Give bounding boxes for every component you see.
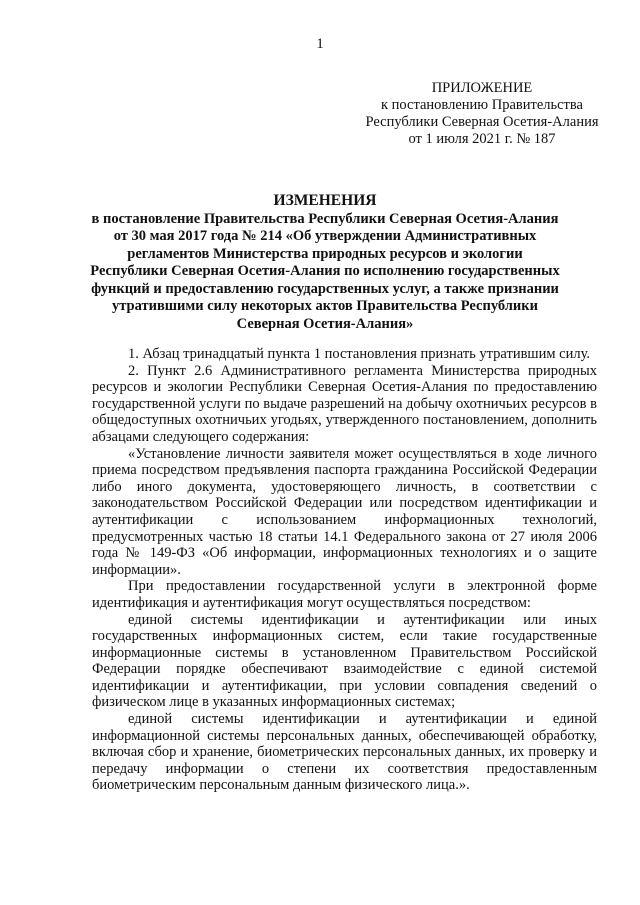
document-body — [92, 346, 597, 794]
paragraph: 2. Пункт 2.6 Административного регламента Министерства природных ресурсов и экологии Республики Северная Осетия-Алания по предоставлению государственной услуги по выдаче разрешений на добычу охотничьих ресурсов в общедоступных охотничьих угодьях, утвержденного постановлением, дополнить абзацами следующего содержания: — [92, 362, 597, 445]
appendix-republic-line: Республики Северная Осетия-Алания — [365, 114, 599, 130]
document-title — [90, 192, 560, 333]
title-heading: ИЗМЕНЕНИЯ — [273, 192, 377, 209]
paragraph: единой системы идентификации и аутентификации или иных государственных информационных систем, если такие государственные информационные системы в установленном Правительством Российской Федерации порядке обеспечивают взаимодействие с единой системой идентификации и аутентификации, при условии совпадения сведений о физическом лице в указанных информационных системах; — [92, 611, 597, 711]
paragraph: 1. Абзац тринадцатый пункта 1 постановления признать утратившим силу. — [128, 346, 591, 362]
appendix-date-line: от 1 июля 2021 г. № 187 — [408, 131, 556, 147]
paragraph: «Установление личности заявителя может осуществляться в ходе личного приема посредством предъявления паспорта гражданина Российской Федерации либо иного документа, удостоверяющего личность, в соответствии с законодательством Российской Федерации или посредством идентификации и аутентификации с использованием информационных технологий, предусмотренных частью 18 статьи 14.1 Федерального закона от 27 июля 2006 года № 149-ФЗ «Об информации, информационных технологиях и о защите информации». — [92, 445, 597, 578]
appendix-label: ПРИЛОЖЕНИЕ — [431, 80, 533, 96]
title-subtitle: в постановление Правительства Республики Северная Осетия-Алания от 30 мая 2017 года № 214 «Об утверждении Административных регламентов Министерства природных ресурсов и экологии Республики Северная Осетия-Алания по исполнению государственных функций и предоставлению государственных услуг, а также признании утратившими силу некоторых актов Правительства Республики Северная Осетия-Алания» — [90, 210, 560, 332]
page-number: 1 — [316, 36, 324, 52]
appendix-header — [352, 80, 612, 148]
paragraph: единой системы идентификации и аутентификации и единой информационной системы персональных данных, обеспечивающей обработку, включая сбор и хранение, биометрических персональных данных, их проверку и передачу информации о степени их соответствия предоставленным биометрическим персональным данным физического лица.». — [92, 711, 597, 794]
appendix-reference-line: к постановлению Правительства — [381, 97, 583, 113]
paragraph: При предоставлении государственной услуги в электронной форме идентификация и аутентификация могут осуществляться посредством: — [92, 578, 597, 611]
